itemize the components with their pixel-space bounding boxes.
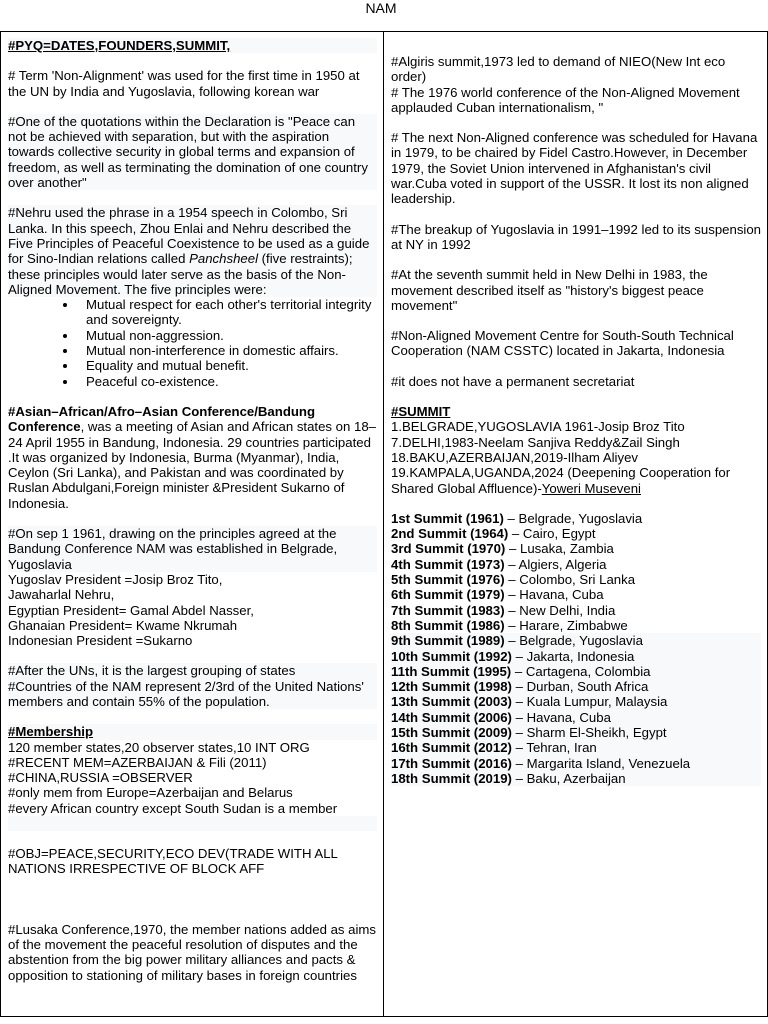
algiers-note: #Algiris summit,1973 led to demand of NIEO(New Int eco order) — [391, 54, 726, 85]
summit-item: 11th Summit (1995) – Cartagena, Colombia — [391, 664, 761, 679]
summit-item: 5th Summit (1976) – Colombo, Sri Lanka — [391, 572, 636, 588]
left-column — [1, 32, 384, 1017]
membership-line: #every African country except South Sudan is a member — [8, 800, 338, 816]
pyq-heading: #PYQ=DATES,FOUNDERS,SUMMIT, — [8, 38, 377, 53]
summit-note-line: 1.BELGRADE,YUGOSLAVIA 1961-Josip Broz Tito — [391, 419, 685, 435]
havana-note: # The next Non-Aligned conference was scheduled for Havana in 1979, to be chaired by Fidel Castro.However, in December 1979, the Soviet Union intervened in Afghanistan's civil war.Cuba voted in support of the USSR. It lost its non aligned leadership. — [391, 130, 758, 207]
summit-item: 17th Summit (2016) – Margarita Island, Venezuela — [391, 756, 761, 771]
bandung-note: #Asian–African/Afro–Asian Conference/Bandung Conference, was a meeting of Asian and African states on 18–24 April 1955 in Bandung, Indonesia. 29 countries participated .It was organized by Indonesia, Burma (Myanmar), India, Ceylon (Sri Lanka), and Pakistan and was coordinated by Ruslan Abdulgani,Foreign minister &President Sukarno of Indonesia. — [8, 403, 376, 511]
page-title: NAM — [365, 0, 397, 16]
secretariat-note: #it does not have a permanent secretariat — [391, 373, 635, 389]
founder-line: Yugoslav President =Josip Broz Tito, — [8, 571, 223, 587]
principle-item: • Peaceful co-existence. — [78, 374, 377, 389]
conf1976-note: # The 1976 world conference of the Non-Aligned Movement applauded Cuban internationalism, " — [391, 84, 740, 115]
summit-heading: #SUMMIT — [391, 404, 451, 420]
membership-line: #RECENT MEM=AZERBAIJAN & Fili (2011) — [8, 754, 267, 770]
principle-item: • Equality and mutual benefit. — [78, 358, 377, 373]
summit-item: 16th Summit (2012) – Tehran, Iran — [391, 740, 761, 755]
largest-note: #After the UNs, it is the largest grouping of states — [8, 663, 377, 678]
lusaka-note: #Lusaka Conference,1970, the member nations added as aims of the movement the peaceful resolution of disputes and the abstention from the big power military alliances and pacts & opposition to stationing of military bases in foreign countries — [8, 921, 377, 983]
founder-line: Indonesian President =Sukarno — [8, 633, 193, 649]
summit-item: 10th Summit (1992) – Jakarta, Indonesia — [391, 649, 761, 664]
summit-item: 18th Summit (2019) – Baku, Azerbaijan — [391, 771, 761, 786]
founding-note: #On sep 1 1961, drawing on the principles agreed at the Bandung Conference NAM was established in Belgrade, Yugoslavia — [8, 526, 377, 572]
summit-item: 7th Summit (1983) – New Delhi, India — [391, 602, 616, 618]
nehru-note: #Nehru used the phrase in a 1954 speech in Colombo, Sri Lanka. In this speech, Zhou Enlai and Nehru described the Five Principles of Peaceful Coexistence to be used as a guide for Sino-Indian relations called Panchsheel (five restraints); these principles would later serve as the basis of the Non-Aligned Movement. The five principles were: — [8, 205, 377, 297]
summit-item: 14th Summit (2006) – Havana, Cuba — [391, 710, 761, 725]
summit-item: 9th Summit (1989) – Belgrade, Yugoslavia — [391, 633, 761, 648]
summit-item: 3rd Summit (1970) – Lusaka, Zambia — [391, 541, 614, 557]
summit-list — [391, 511, 761, 786]
kampala-note: 19.KAMPALA,UGANDA,2024 (Deepening Cooperation for Shared Global Affluence)-Yoweri Museveni — [391, 465, 731, 496]
principles-list — [8, 297, 377, 389]
summit-item: 13th Summit (2003) – Kuala Lumpur, Malaysia — [391, 694, 761, 709]
membership-line: #CHINA,RUSSIA =OBSERVER — [8, 770, 193, 786]
summit-item: 8th Summit (1986) – Harare, Zimbabwe — [391, 617, 628, 633]
represent-note: #Countries of the NAM represent 2/3rd of the United Nations' members and contain 55% of the population. — [8, 679, 377, 710]
summit-item: 4th Summit (1973) – Algiers, Algeria — [391, 556, 607, 572]
centre-note: #Non-Aligned Movement Centre for South-South Technical Cooperation (NAM CSSTC) located in Jakarta, Indonesia — [391, 328, 734, 359]
yugoslavia-note: #The breakup of Yugoslavia in 1991–1992 led to its suspension at NY in 1992 — [391, 221, 762, 252]
summit-item: 15th Summit (2009) – Sharm El-Sheikh, Egypt — [391, 725, 761, 740]
summit-item: 2nd Summit (1964) – Cairo, Egypt — [391, 526, 596, 542]
founder-line: Egyptian President= Gamal Abdel Nasser, — [8, 602, 254, 618]
principle-item: • Mutual respect for each other's territorial integrity and sovereignty. — [78, 297, 377, 328]
summit-item: 1st Summit (1961) – Belgrade, Yugoslavia — [391, 510, 643, 526]
objective-note: #OBJ=PEACE,SECURITY,ECO DEV(TRADE WITH ALL NATIONS IRRESPECTIVE OF BLOCK AFF — [8, 846, 338, 877]
quote-note: #One of the quotations within the Declaration is "Peace can not be achieved with separation, but with the aspiration towards collective security in global terms and expansion of freedom, as well as terminating the domination of one country over another" — [8, 114, 377, 190]
term-note: # Term 'Non-Alignment' was used for the first time in 1950 at the UN by India and Yugoslavia, following korean war — [8, 68, 360, 99]
summit-item: 6th Summit (1979) – Havana, Cuba — [391, 587, 604, 603]
notes-table — [0, 31, 768, 1017]
principle-item: • Mutual non-interference in domestic affairs. — [78, 343, 377, 358]
summit-note-line: 7.DELHI,1983-Neelam Sanjiva Reddy&Zail Singh — [391, 434, 680, 450]
seventh-summit-note: #At the seventh summit held in New Delhi in 1983, the movement described itself as "history's biggest peace movement" — [391, 267, 708, 313]
founder-line: Ghanaian President= Kwame Nkrumah — [8, 617, 238, 633]
right-column — [384, 32, 768, 1017]
principle-item: • Mutual non-aggression. — [78, 328, 377, 343]
membership-line: 120 member states,20 observer states,10 INT ORG — [8, 739, 310, 755]
membership-heading: #Membership — [8, 724, 377, 739]
summit-note-line: 18.BAKU,AZERBAIJAN,2019-Ilham Aliyev — [391, 449, 639, 465]
membership-line: #only mem from Europe=Azerbaijan and Belarus — [8, 785, 293, 801]
founder-line: Jawaharlal Nehru, — [8, 587, 115, 603]
summit-item: 12th Summit (1998) – Durban, South Africa — [391, 679, 761, 694]
